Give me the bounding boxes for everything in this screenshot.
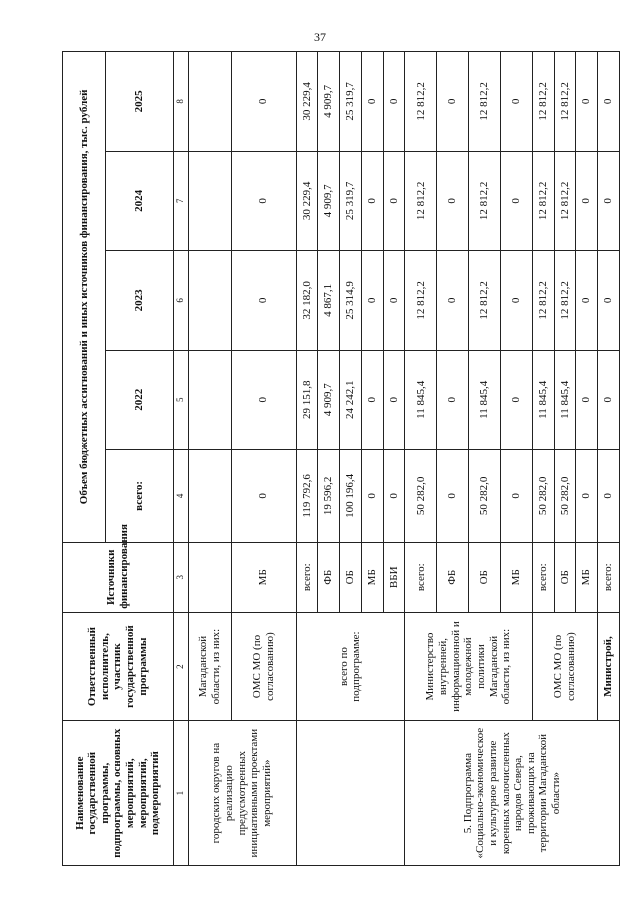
value-cell: 0	[437, 251, 469, 350]
value-cell: 0	[500, 251, 532, 350]
empty-cell	[188, 350, 231, 449]
value-cell: 0	[383, 151, 405, 250]
col-num: 7	[173, 151, 188, 250]
value-cell: 0	[231, 52, 296, 152]
value-cell: 100 196,4	[340, 450, 362, 543]
value-cell: 0	[231, 350, 296, 449]
value-cell: 0	[500, 151, 532, 250]
value-cell: 12 812,2	[469, 52, 501, 152]
value-cell: 12 812,2	[532, 251, 554, 350]
value-cell: 0	[383, 350, 405, 449]
column-numbers-row	[173, 52, 188, 866]
value-cell: 19 596,2	[318, 450, 340, 543]
value-cell: 0	[437, 350, 469, 449]
source-cell: МБ	[231, 542, 296, 612]
header-2024: 2024	[106, 151, 174, 250]
financing-table	[62, 51, 620, 866]
source-cell: ВБИ	[383, 542, 405, 612]
source-cell: всего:	[405, 542, 437, 612]
header-row-1	[63, 52, 106, 866]
program-name: городских округов на реализацию предусмотренных инициативными проектами мероприятий»	[188, 721, 296, 866]
source-cell: ОБ	[554, 542, 576, 612]
col-num: 2	[173, 612, 188, 721]
source-cell: ФБ	[437, 542, 469, 612]
value-cell: 0	[231, 251, 296, 350]
value-cell: 0	[383, 52, 405, 152]
table-row	[188, 52, 231, 866]
value-cell: 0	[500, 450, 532, 543]
executor: Магаданской области, из них:	[188, 612, 231, 721]
value-cell: 0	[598, 151, 620, 250]
col-num: 4	[173, 450, 188, 543]
source-cell: всего:	[296, 542, 318, 612]
value-cell: 0	[500, 52, 532, 152]
value-cell: 4 909,7	[318, 52, 340, 152]
executor: всего по подпрограмме:	[296, 612, 405, 721]
value-cell: 12 812,2	[554, 52, 576, 152]
value-cell: 0	[231, 151, 296, 250]
value-cell: 0	[361, 151, 383, 250]
value-cell: 0	[361, 350, 383, 449]
executor: ОМС МО (по согласованию)	[532, 612, 597, 721]
value-cell: 12 812,2	[469, 251, 501, 350]
value-cell: 32 182,0	[296, 251, 318, 350]
source-cell: МБ	[576, 542, 598, 612]
value-cell: 24 242,1	[340, 350, 362, 449]
table-row	[296, 52, 318, 866]
value-cell: 12 812,2	[405, 52, 437, 152]
value-cell: 0	[500, 350, 532, 449]
empty-cell	[296, 721, 405, 866]
header-sources: Источники финансирования	[63, 542, 174, 612]
value-cell: 11 845,4	[532, 350, 554, 449]
executor: Министрой,	[598, 612, 620, 721]
value-cell: 0	[437, 151, 469, 250]
source-cell: ОБ	[340, 542, 362, 612]
value-cell: 0	[361, 251, 383, 350]
empty-cell	[188, 251, 231, 350]
value-cell: 0	[383, 251, 405, 350]
header-name: Наименование государственной программы, подпрограммы, основных мероприятий, мероприятий, подмероприятий	[63, 721, 174, 866]
source-cell: всего:	[532, 542, 554, 612]
value-cell: 0	[598, 350, 620, 449]
header-volume: Объем бюджетных ассигнований и иных источников финансирования, тыс. рублей	[63, 52, 106, 543]
value-cell: 0	[576, 350, 598, 449]
value-cell: 12 812,2	[469, 151, 501, 250]
empty-cell	[188, 450, 231, 543]
value-cell: 30 229,4	[296, 52, 318, 152]
source-cell: всего:	[598, 542, 620, 612]
value-cell: 0	[576, 450, 598, 543]
value-cell: 0	[598, 52, 620, 152]
col-num: 8	[173, 52, 188, 152]
col-num: 5	[173, 350, 188, 449]
subprogram-name: 5. Подпрограмма «Социально-экономическое и культурное развитие коренных малочисленных народов Севера, проживающих на территории Магаданской области»	[405, 721, 620, 866]
value-cell: 119 792,6	[296, 450, 318, 543]
col-num: 3	[173, 542, 188, 612]
value-cell: 4 909,7	[318, 350, 340, 449]
value-cell: 12 812,2	[405, 251, 437, 350]
value-cell: 0	[576, 151, 598, 250]
value-cell: 12 812,2	[554, 251, 576, 350]
empty-cell	[188, 151, 231, 250]
empty-cell	[188, 52, 231, 152]
empty-cell	[188, 542, 231, 612]
col-num: 6	[173, 251, 188, 350]
header-total: всего:	[106, 450, 174, 543]
value-cell: 0	[437, 450, 469, 543]
value-cell: 25 319,7	[340, 52, 362, 152]
value-cell: 25 319,7	[340, 151, 362, 250]
value-cell: 30 229,4	[296, 151, 318, 250]
value-cell: 12 812,2	[532, 52, 554, 152]
value-cell: 0	[231, 450, 296, 543]
value-cell: 12 812,2	[532, 151, 554, 250]
table-row	[405, 52, 437, 866]
header-2025: 2025	[106, 52, 174, 152]
value-cell: 50 282,0	[469, 450, 501, 543]
value-cell: 50 282,0	[554, 450, 576, 543]
header-executor: Ответственный исполнитель, участник государственной программы	[63, 612, 174, 721]
value-cell: 29 151,8	[296, 350, 318, 449]
value-cell: 11 845,4	[469, 350, 501, 449]
value-cell: 12 812,2	[554, 151, 576, 250]
value-cell: 0	[437, 52, 469, 152]
header-2023: 2023	[106, 251, 174, 350]
executor: Министерство внутренней, информационной и молодежной политики Магаданской области, из них:	[405, 612, 532, 721]
source-cell: ОБ	[469, 542, 501, 612]
executor: ОМС МО (по согласованию)	[231, 612, 296, 721]
value-cell: 50 282,0	[405, 450, 437, 543]
source-cell: МБ	[361, 542, 383, 612]
value-cell: 0	[383, 450, 405, 543]
value-cell: 4 909,7	[318, 151, 340, 250]
source-cell: ФБ	[318, 542, 340, 612]
page-number: 37	[314, 30, 326, 44]
value-cell: 0	[598, 251, 620, 350]
value-cell: 0	[576, 251, 598, 350]
value-cell: 0	[361, 52, 383, 152]
rotated-table-container	[62, 51, 620, 866]
col-num: 1	[173, 721, 188, 866]
value-cell: 0	[361, 450, 383, 543]
header-2022: 2022	[106, 350, 174, 449]
value-cell: 11 845,4	[554, 350, 576, 449]
value-cell: 0	[576, 52, 598, 152]
source-cell: МБ	[500, 542, 532, 612]
value-cell: 12 812,2	[405, 151, 437, 250]
value-cell: 11 845,4	[405, 350, 437, 449]
value-cell: 50 282,0	[532, 450, 554, 543]
value-cell: 25 314,9	[340, 251, 362, 350]
value-cell: 4 867,1	[318, 251, 340, 350]
value-cell: 0	[598, 450, 620, 543]
